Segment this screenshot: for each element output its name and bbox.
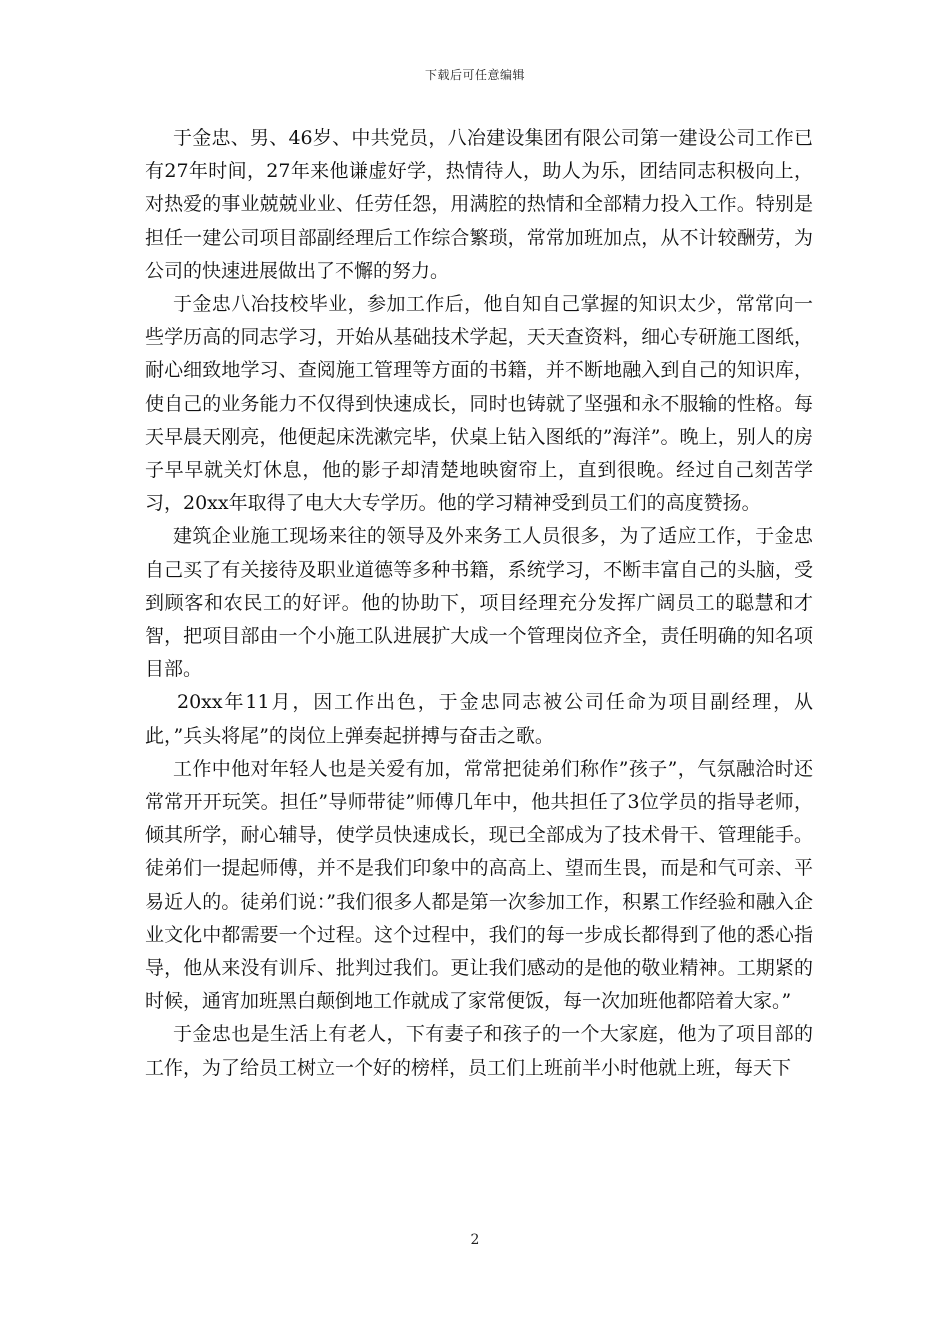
paragraph-6: 于金忠也是生活上有老人，下有妻子和孩子的一个大家庭，他为了项目部的工作，为了给员工树立一个好的榜样，员工们上班前半小时他就上班，每天下: [145, 1023, 813, 1079]
paragraph-5: 工作中他对年轻人也是关爱有加，常常把徒弟们称作”孩子”，气氛融洽时还常常开开玩笑。担任”导师带徒”师傅几年中，他共担任了3位学员的指导老师，倾其所学，耐心辅导，使学员快速成长，现已全部成为了技术骨干、管理能手。徒弟们一提起师傅，并不是我们印象中的高高上、望而生畏，而是和气可亲、平易近人的。徒弟们说：”我们很多人都是第一次参加工作，积累工作经验和融入企业文化中都需要一个过程。这个过程中，我们的每一步成长都得到了他的悉心指导，他从来没有训斥、批判过我们。更让我们感动的是他的敬业精神。工期紧的时候，通宵加班黑白颠倒地工作就成了家常便饭，每一次加班他都陪着大家。”: [145, 757, 813, 1013]
paragraph-2: 于金忠八冶技校毕业，参加工作后，他自知自己掌握的知识太少，常常向一些学历高的同志学习，开始从基础技术学起，天天查资料，细心专研施工图纸，耐心细致地学习、查阅施工管理等方面的书籍，并不断地融入到自己的知识库，使自己的业务能力不仅得到快速成长，同时也铸就了坚强和永不服输的性格。每天早晨天刚亮，他便起床洗漱完毕，伏桌上钻入图纸的”海洋”。晚上，别人的房子早早就关灯休息，他的影子却清楚地映窗帘上，直到很晚。经过自己刻苦学习，20xx年取得了电大大专学历。他的学习精神受到员工们的高度赞扬。: [145, 293, 813, 515]
paragraph-3: 建筑企业施工现场来往的领导及外来务工人员很多，为了适应工作，于金忠自己买了有关接待及职业道德等多种书籍，系统学习，不断丰富自己的头脑，受到顾客和农民工的好评。他的协助下，项目经理充分发挥广阔员工的聪慧和才智，把项目部由一个小施工队进展扩大成一个管理岗位齐全，责任明确的知名项目部。: [145, 525, 813, 681]
page-number: 2: [470, 1232, 480, 1248]
page-header: 下载后可任意编辑: [424, 68, 525, 82]
paragraph-1: 于金忠、男、46岁、中共党员，八冶建设集团有限公司第一建设公司工作已有27年时间，27年来他谦虚好学，热情待人，助人为乐，团结同志积极向上，对热爱的事业兢兢业业、任劳任怨，用满腔的热情和全部精力投入工作。特别是担任一建公司项目部副经理后工作综合繁琐，常常加班加点，从不计较酬劳，为公司的快速进展做出了不懈的努力。: [145, 127, 813, 282]
body-text: [145, 122, 813, 1085]
paragraph-4: 20xx年11月，因工作出色，于金忠同志被公司任命为项目副经理，从此，”兵头将尾”的岗位上弹奏起拼搏与奋击之歌。: [145, 691, 813, 747]
